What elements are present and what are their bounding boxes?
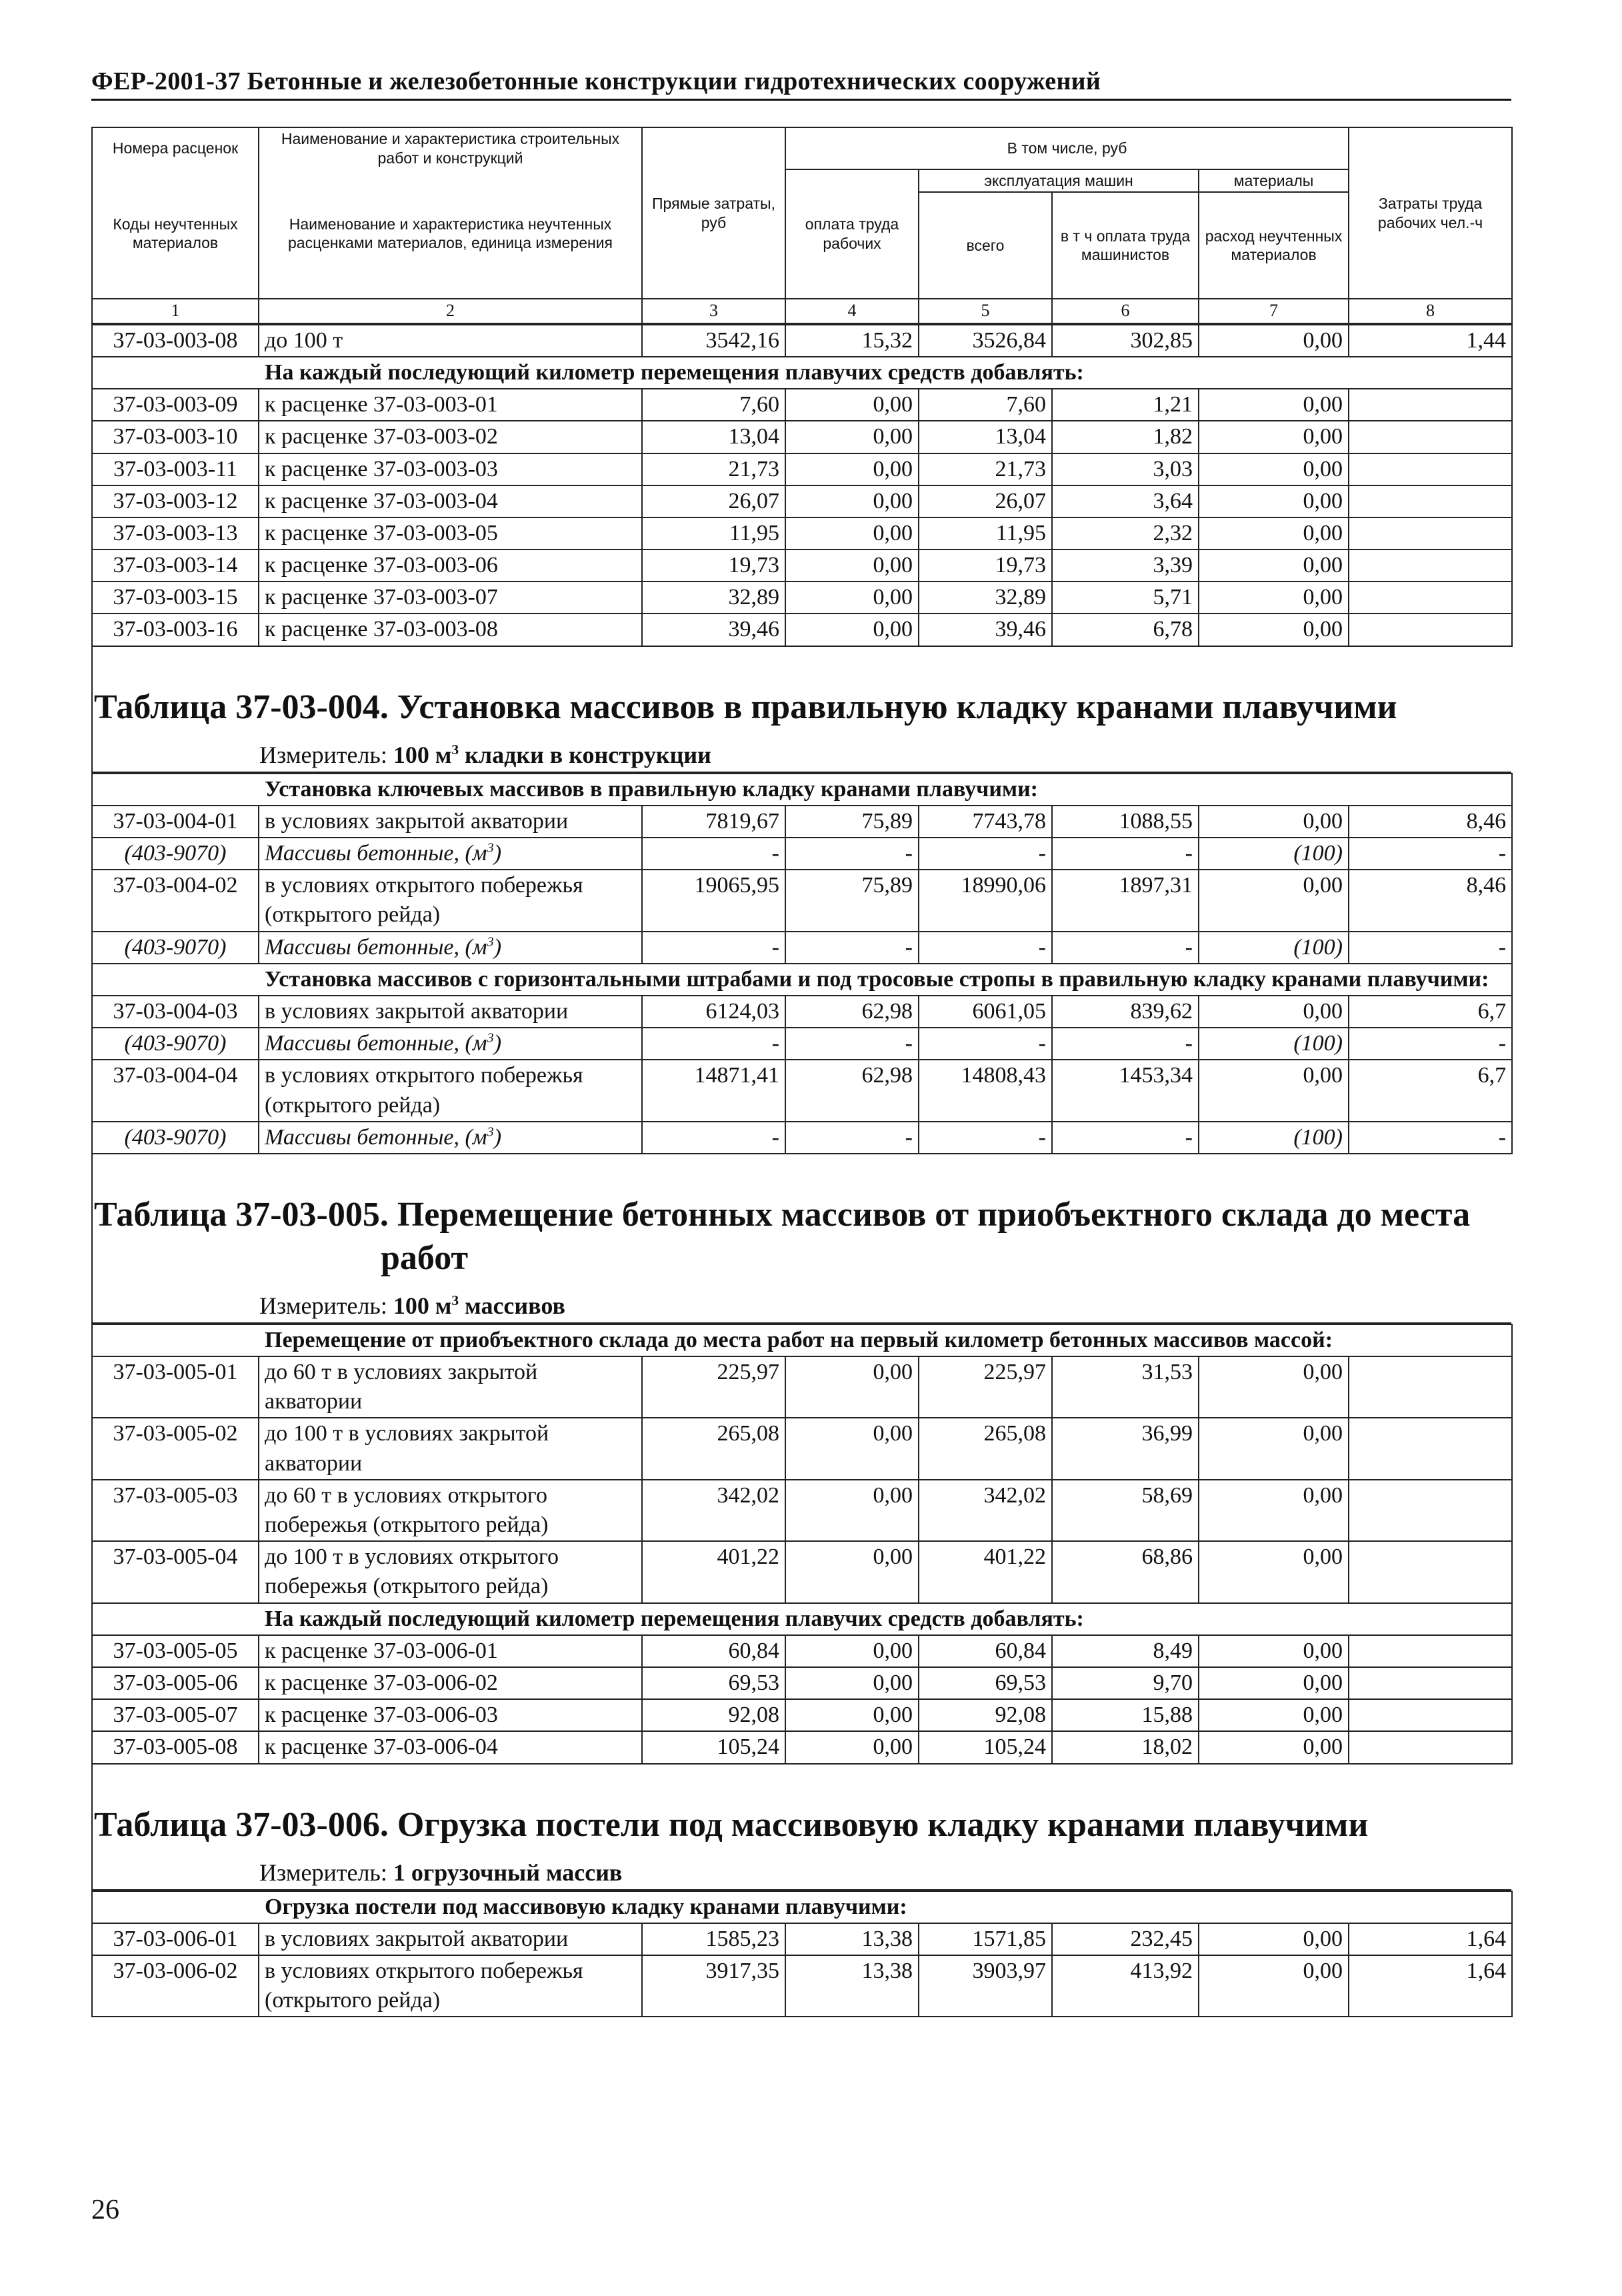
operators-pay: 2,32 [1052,517,1199,549]
header-rate-numbers: Номера расценок [92,127,259,169]
material-name: Массивы бетонные, $(м^3)$ [259,1122,642,1154]
col-num: 5 [919,299,1052,323]
operators-pay: 6,78 [1052,614,1199,646]
machines-total: 6061,05 [919,996,1052,1028]
dash: - [919,932,1052,964]
table-row [92,421,1512,453]
col-num: 3 [642,299,785,323]
table-006-measure [91,1853,1511,1891]
dash: - [642,1028,785,1060]
dash: - [1052,1122,1199,1154]
operators-pay: 3,64 [1052,485,1199,517]
section-heading: Огрузка постели под массивовую кладку кранами плавучими: [92,1891,1512,1923]
table-row [92,614,1512,646]
table-row [92,1955,1512,2017]
materials-cost: 0,00 [1199,549,1349,582]
dash: - [1052,838,1199,870]
measure-value: 1 огрузочный массив [393,1859,623,1886]
col-num: 2 [259,299,642,323]
dash: - [919,1028,1052,1060]
dash: - [919,1122,1052,1154]
measure-prefix: Измеритель: [259,1859,393,1886]
machines-total: 3903,97 [919,1955,1052,2017]
rate-name: к расценке 37-03-003-02 [259,421,642,453]
rate-name: к расценке 37-03-003-04 [259,485,642,517]
rate-name: до 60 т в условиях открытого побережья (открытого рейда) [259,1480,642,1541]
direct-costs: 11,95 [642,517,785,549]
labor-pay: 0,00 [785,582,919,614]
operators-pay: 36,99 [1052,1418,1199,1479]
dash: - [642,838,785,870]
rate-code: 37-03-005-03 [92,1480,259,1541]
header-labor-pay: оплата труда рабочих [785,169,919,299]
operators-pay: 232,45 [1052,1923,1199,1955]
materials-cost: 0,00 [1199,1060,1349,1121]
labor-pay: 75,89 [785,806,919,838]
operators-pay: 413,92 [1052,1955,1199,2017]
table-row [92,1635,1512,1667]
table-006-title: Таблица 37-03-006. Огрузка постели под массивовую кладку кранами плавучими [91,1765,1511,1853]
machines-total: 265,08 [919,1418,1052,1479]
table-005-title: Таблица 37-03-005. Перемещение бетонных массивов от приобъектного склада до места работ [91,1154,1511,1286]
direct-costs: 39,46 [642,614,785,646]
machines-total: 26,07 [919,485,1052,517]
section-heading: На каждый последующий километр перемещения плавучих средств добавлять: [92,1603,1512,1635]
labor-hours: 8,46 [1349,870,1512,931]
rate-name: в условиях закрытой акватории [259,1923,642,1955]
direct-costs: 265,08 [642,1418,785,1479]
labor-hours [1349,1356,1512,1418]
direct-costs: 21,73 [642,453,785,485]
labor-hours [1349,1667,1512,1699]
rate-code: 37-03-003-12 [92,485,259,517]
materials-cost: 0,00 [1199,1923,1349,1955]
materials-cost: 0,00 [1199,806,1349,838]
operators-pay: 3,03 [1052,453,1199,485]
rate-name: до 100 т [259,325,642,357]
rate-code: 37-03-005-07 [92,1699,259,1731]
material-name: Массивы бетонные, $(м^3)$ [259,838,642,870]
rate-name: в условиях открытого побережья (открытого рейда) [259,1060,642,1121]
labor-pay: 0,00 [785,421,919,453]
material-code: (403-9070) [92,1028,259,1060]
col-num: 8 [1349,299,1512,323]
materials-cost: 0,00 [1199,1356,1349,1418]
dash: - [642,932,785,964]
materials-cost: 0,00 [1199,1667,1349,1699]
running-head: ФЕР-2001-37 Бетонные и железобетонные конструкции гидротехнических сооружений [91,67,1511,101]
page-number: 26 [91,2195,119,2225]
section-row [92,357,1512,389]
materials-cost: 0,00 [1199,325,1349,357]
machines-total: 105,24 [919,1731,1052,1763]
section-row [92,1891,1512,1923]
dash: - [785,1122,919,1154]
table-row [92,453,1512,485]
direct-costs: 7,60 [642,389,785,421]
materials-cost: 0,00 [1199,389,1349,421]
labor-pay: 0,00 [785,1356,919,1418]
direct-costs: 19065,95 [642,870,785,931]
rate-code: 37-03-003-15 [92,582,259,614]
measure-value: 100 $м^3$ кладки в конструкции [393,741,711,768]
labor-pay: 0,00 [785,614,919,646]
table-row [92,485,1512,517]
material-name: Массивы бетонные, $(м^3)$ [259,1028,642,1060]
rate-name: к расценке 37-03-006-01 [259,1635,642,1667]
table-row [92,1667,1512,1699]
labor-hours [1349,1699,1512,1731]
dash: - [919,838,1052,870]
rate-code: 37-03-005-08 [92,1731,259,1763]
dash: - [1349,1122,1512,1154]
material-consumption: (100) [1199,932,1349,964]
rate-code: 37-03-004-04 [92,1060,259,1121]
rate-code: 37-03-004-03 [92,996,259,1028]
operators-pay: 839,62 [1052,996,1199,1028]
operators-pay: 8,49 [1052,1635,1199,1667]
materials-cost: 0,00 [1199,582,1349,614]
header-material-consumption: расход неучтенных материалов [1199,192,1349,299]
material-consumption: (100) [1199,1028,1349,1060]
materials-cost: 0,00 [1199,1635,1349,1667]
labor-pay: 13,38 [785,1955,919,2017]
dash: - [785,838,919,870]
rate-code: 37-03-004-02 [92,870,259,931]
direct-costs: 225,97 [642,1356,785,1418]
material-row [92,1122,1512,1154]
operators-pay: 1,21 [1052,389,1199,421]
machines-total: 21,73 [919,453,1052,485]
machines-total: 92,08 [919,1699,1052,1731]
direct-costs: 342,02 [642,1480,785,1541]
materials-cost: 0,00 [1199,421,1349,453]
material-code: (403-9070) [92,1122,259,1154]
labor-hours [1349,485,1512,517]
col-num: 6 [1052,299,1199,323]
material-consumption: (100) [1199,838,1349,870]
table-row [92,1731,1512,1763]
direct-costs: 3542,16 [642,325,785,357]
materials-cost: 0,00 [1199,1955,1349,2017]
machines-total: 69,53 [919,1667,1052,1699]
table-row [92,806,1512,838]
direct-costs: 401,22 [642,1541,785,1602]
table-005-measure [91,1286,1511,1324]
table-row [92,870,1512,931]
table-006 [91,1891,1513,2018]
labor-pay: 0,00 [785,1667,919,1699]
direct-costs: 19,73 [642,549,785,582]
labor-pay: 62,98 [785,996,919,1028]
operators-pay: 58,69 [1052,1480,1199,1541]
materials-cost: 0,00 [1199,1480,1349,1541]
table-row [92,1480,1512,1541]
table-row [92,325,1512,357]
operators-pay: 68,86 [1052,1541,1199,1602]
table-row [92,1923,1512,1955]
machines-total: 7743,78 [919,806,1052,838]
column-header [91,127,1513,324]
materials-cost: 0,00 [1199,996,1349,1028]
rate-name: в условиях открытого побережья (открытого рейда) [259,1955,642,2017]
rate-code: 37-03-006-01 [92,1923,259,1955]
operators-pay: 3,39 [1052,549,1199,582]
rate-name: к расценке 37-03-003-06 [259,549,642,582]
direct-costs: 3917,35 [642,1955,785,2017]
table-004 [91,773,1513,1154]
labor-hours [1349,453,1512,485]
operators-pay: 1,82 [1052,421,1199,453]
dash: - [785,1028,919,1060]
labor-hours [1349,549,1512,582]
measure-prefix: Измеритель: [259,741,393,768]
material-code: (403-9070) [92,838,259,870]
rate-name: до 100 т в условиях открытого побережья (открытого рейда) [259,1541,642,1602]
rate-code: 37-03-005-02 [92,1418,259,1479]
labor-hours [1349,582,1512,614]
table-row [92,1418,1512,1479]
labor-pay: 0,00 [785,1635,919,1667]
operators-pay: 31,53 [1052,1356,1199,1418]
labor-pay: 0,00 [785,453,919,485]
labor-pay: 0,00 [785,1418,919,1479]
rate-name: в условиях закрытой акватории [259,996,642,1028]
rate-code: 37-03-005-05 [92,1635,259,1667]
rate-code: 37-03-003-10 [92,421,259,453]
table-row [92,1060,1512,1121]
labor-pay: 62,98 [785,1060,919,1121]
operators-pay: 5,71 [1052,582,1199,614]
machines-total: 19,73 [919,549,1052,582]
table-row [92,582,1512,614]
materials-cost: 0,00 [1199,517,1349,549]
direct-costs: 60,84 [642,1635,785,1667]
operators-pay: 1453,34 [1052,1060,1199,1121]
machines-total: 11,95 [919,517,1052,549]
materials-cost: 0,00 [1199,1541,1349,1602]
rate-name: до 60 т в условиях закрытой акватории [259,1356,642,1418]
table-row [92,1356,1512,1418]
table-003 [91,324,1513,647]
direct-costs: 105,24 [642,1731,785,1763]
labor-hours [1349,1418,1512,1479]
direct-costs: 6124,03 [642,996,785,1028]
materials-cost: 0,00 [1199,870,1349,931]
table-row [92,996,1512,1028]
operators-pay: 302,85 [1052,325,1199,357]
dash: - [785,932,919,964]
header-direct-costs: Прямые затраты, руб [642,127,785,299]
measure-prefix: Измеритель: [259,1292,393,1319]
labor-pay: 0,00 [785,485,919,517]
labor-hours: 1,44 [1349,325,1512,357]
table-004-title: Таблица 37-03-004. Установка массивов в правильную кладку кранами плавучими [91,647,1511,736]
rate-name: в условиях открытого побережья (открытого рейда) [259,870,642,931]
section-heading: На каждый последующий километр перемещения плавучих средств добавлять: [92,357,1512,389]
header-material-names: Наименование и характеристика неучтенных расценками материалов, единица измерения [259,169,642,299]
labor-hours [1349,389,1512,421]
labor-hours [1349,517,1512,549]
table-004-measure [91,736,1511,773]
rate-code: 37-03-003-16 [92,614,259,646]
table-row [92,517,1512,549]
material-row [92,1028,1512,1060]
rate-name: к расценке 37-03-003-03 [259,453,642,485]
rate-name: до 100 т в условиях закрытой акватории [259,1418,642,1479]
machines-total: 342,02 [919,1480,1052,1541]
operators-pay: 18,02 [1052,1731,1199,1763]
labor-hours: 6,7 [1349,1060,1512,1121]
labor-hours: 8,46 [1349,806,1512,838]
rate-name: к расценке 37-03-006-04 [259,1731,642,1763]
section-row [92,774,1512,806]
machines-total: 401,22 [919,1541,1052,1602]
section-row [92,1324,1512,1356]
operators-pay: 9,70 [1052,1667,1199,1699]
rate-name: к расценке 37-03-006-03 [259,1699,642,1731]
measure-value: 100 $м^3$ массивов [393,1292,565,1319]
rate-name: в условиях закрытой акватории [259,806,642,838]
material-name: Массивы бетонные, $(м^3)$ [259,932,642,964]
col-num: 1 [92,299,259,323]
direct-costs: 32,89 [642,582,785,614]
labor-pay: 0,00 [785,549,919,582]
direct-costs: 92,08 [642,1699,785,1731]
labor-hours [1349,1480,1512,1541]
materials-cost: 0,00 [1199,453,1349,485]
labor-hours [1349,421,1512,453]
rate-name: к расценке 37-03-003-07 [259,582,642,614]
materials-cost: 0,00 [1199,485,1349,517]
labor-hours [1349,1541,1512,1602]
material-row [92,838,1512,870]
rate-code: 37-03-005-06 [92,1667,259,1699]
labor-hours [1349,614,1512,646]
machines-total: 14808,43 [919,1060,1052,1121]
machines-total: 225,97 [919,1356,1052,1418]
table-005 [91,1324,1513,1765]
col-num: 4 [785,299,919,323]
machines-total: 13,04 [919,421,1052,453]
labor-pay: 0,00 [785,1731,919,1763]
col-num: 7 [1199,299,1349,323]
rate-code: 37-03-004-01 [92,806,259,838]
operators-pay: 15,88 [1052,1699,1199,1731]
rate-code: 37-03-003-09 [92,389,259,421]
direct-costs: 26,07 [642,485,785,517]
labor-pay: 15,32 [785,325,919,357]
labor-hours: 1,64 [1349,1923,1512,1955]
machines-total: 18990,06 [919,870,1052,931]
labor-hours: 6,7 [1349,996,1512,1028]
rate-code: 37-03-005-04 [92,1541,259,1602]
labor-pay: 13,38 [785,1923,919,1955]
material-row [92,932,1512,964]
table-row [92,1699,1512,1731]
labor-pay: 0,00 [785,1541,919,1602]
table-row [92,1541,1512,1602]
table-row [92,389,1512,421]
section-heading: Перемещение от приобъектного склада до места работ на первый километр бетонных массивов массой: [92,1324,1512,1356]
labor-hours [1349,1731,1512,1763]
machines-total: 3526,84 [919,325,1052,357]
header-work-name: Наименование и характеристика строительных работ и конструкций [259,127,642,169]
direct-costs: 7819,67 [642,806,785,838]
rate-name: к расценке 37-03-003-05 [259,517,642,549]
rate-code: 37-03-003-08 [92,325,259,357]
materials-cost: 0,00 [1199,1418,1349,1479]
labor-pay: 0,00 [785,517,919,549]
rate-code: 37-03-003-11 [92,453,259,485]
direct-costs: 14871,41 [642,1060,785,1121]
operators-pay: 1088,55 [1052,806,1199,838]
machines-total: 39,46 [919,614,1052,646]
rate-name: к расценке 37-03-006-02 [259,1667,642,1699]
rate-code: 37-03-006-02 [92,1955,259,2017]
header-incl: В том числе, руб [785,127,1349,169]
machines-total: 7,60 [919,389,1052,421]
materials-cost: 0,00 [1199,1699,1349,1731]
section-row [92,1603,1512,1635]
direct-costs: 13,04 [642,421,785,453]
dash: - [1052,932,1199,964]
labor-pay: 0,00 [785,389,919,421]
machines-total: 60,84 [919,1635,1052,1667]
header-operators-pay: в т ч оплата труда машинистов [1052,192,1199,299]
machines-total: 32,89 [919,582,1052,614]
section-heading: Установка ключевых массивов в правильную кладку кранами плавучими: [92,774,1512,806]
rates-document [91,127,1511,2017]
dash: - [1052,1028,1199,1060]
dash: - [1349,932,1512,964]
section-heading: Установка массивов с горизонтальными штрабами и под тросовые стропы в правильную кладку кранами плавучими: [92,964,1512,996]
header-machines-total: всего [919,192,1052,299]
direct-costs: 1585,23 [642,1923,785,1955]
machines-total: 1571,85 [919,1923,1052,1955]
header-machines: эксплуатация машин [919,169,1199,193]
labor-hours [1349,1635,1512,1667]
section-row [92,964,1512,996]
rate-name: к расценке 37-03-003-08 [259,614,642,646]
material-consumption: (100) [1199,1122,1349,1154]
material-code: (403-9070) [92,932,259,964]
materials-cost: 0,00 [1199,614,1349,646]
rate-code: 37-03-003-14 [92,549,259,582]
dash: - [1349,838,1512,870]
labor-pay: 0,00 [785,1480,919,1541]
labor-pay: 75,89 [785,870,919,931]
dash: - [1349,1028,1512,1060]
rate-name: к расценке 37-03-003-01 [259,389,642,421]
table-row [92,549,1512,582]
dash: - [642,1122,785,1154]
direct-costs: 69,53 [642,1667,785,1699]
header-materials: материалы [1199,169,1349,193]
materials-cost: 0,00 [1199,1731,1349,1763]
labor-pay: 0,00 [785,1699,919,1731]
rate-code: 37-03-003-13 [92,517,259,549]
header-labor-cost: Затраты труда рабочих чел.-ч [1349,127,1512,299]
rate-code: 37-03-005-01 [92,1356,259,1418]
header-material-codes: Коды неучтенных материалов [92,169,259,299]
operators-pay: 1897,31 [1052,870,1199,931]
labor-hours: 1,64 [1349,1955,1512,2017]
